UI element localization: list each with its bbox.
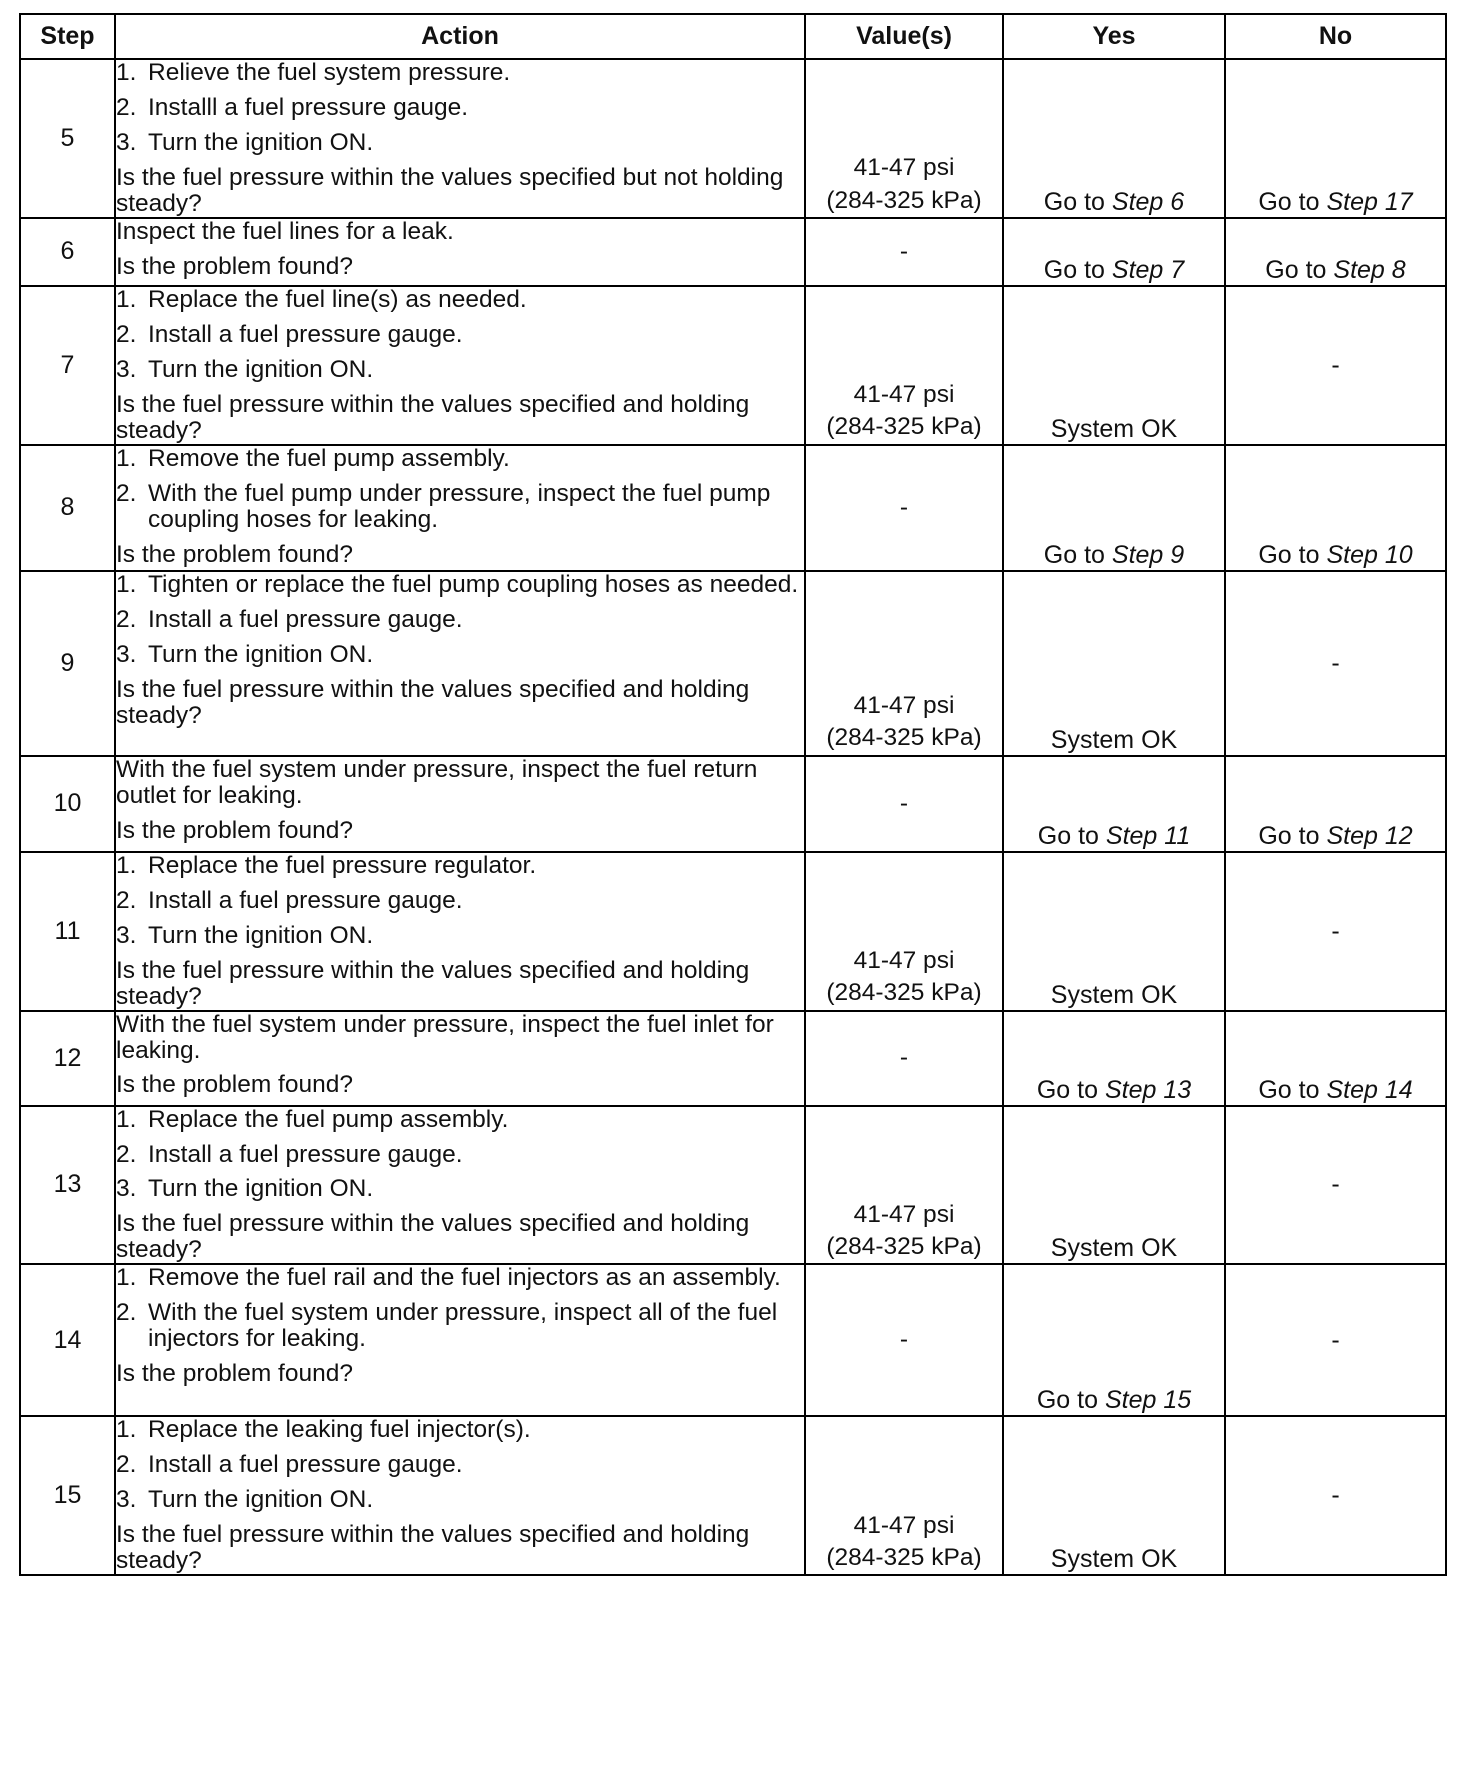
item-text: Turn the ignition ON. [148,355,374,383]
no-result-text: - [1331,1170,1340,1199]
table-row [20,59,1446,218]
item-number: 3. [116,1175,137,1203]
item-number: 2. [116,93,137,121]
no-result [1225,756,1446,852]
action-step-item [116,1107,804,1133]
action-step-item [116,642,804,668]
item-number: 2. [116,1299,137,1327]
yes-result [1003,1106,1225,1265]
yes-result [1003,1011,1225,1106]
no-result-text: - [1331,648,1340,677]
item-number: 2. [116,886,137,914]
table-row [20,445,1446,571]
table-row [20,571,1446,756]
goto-step-link[interactable]: Step 12 [1326,821,1413,850]
item-number: 2. [116,479,137,507]
action-step-item [116,95,804,121]
item-number: 1. [116,851,137,879]
header-row [20,14,1446,59]
value-psi: - [899,237,909,265]
action-step-item [116,1142,804,1168]
item-number: 3. [116,640,137,668]
item-number: 3. [116,355,137,383]
yes-result-text: Go to [1037,821,1099,850]
action-question: Is the fuel pressure within the values specified and holding steady? [116,390,750,444]
header-action: Action [115,14,805,59]
action-cell [115,218,805,286]
action-cell [115,1264,805,1416]
action-question: Is the fuel pressure within the values specified and holding steady? [116,1210,750,1264]
no-result-text: Go to [1265,255,1327,284]
yes-result-text: System OK [1050,1545,1178,1574]
no-result-text: - [1331,1481,1340,1510]
header-no: No [1225,14,1446,59]
action-step-item [116,1417,804,1443]
table-row [20,1264,1446,1416]
action-question: Is the fuel pressure within the values specified and holding steady? [116,1521,750,1575]
action-step-item [116,357,804,383]
no-result-text: Go to [1258,1075,1320,1104]
value-psi: 41-47 psi [853,946,955,974]
value-cell [805,1264,1003,1416]
value-psi: 41-47 psi [853,381,955,409]
no-result [1225,852,1446,1011]
table-row [20,218,1446,286]
action-step-item [116,923,804,949]
action-intro: With the fuel system under pressure, inspect the fuel return outlet for leaking. [116,755,758,809]
action-cell [115,1106,805,1265]
item-number: 3. [116,1486,137,1514]
action-cell [115,756,805,852]
item-text: Install a fuel pressure gauge. [148,1451,463,1479]
value-cell [805,756,1003,852]
item-text: With the fuel pump under pressure, inspect the fuel pump coupling hoses for leaking. [148,479,771,533]
item-text: Install a fuel pressure gauge. [148,886,463,914]
item-number: 3. [116,921,137,949]
item-text: Turn the ignition ON. [148,1175,374,1203]
value-kpa: (284-325 kPa) [826,724,982,752]
action-cell [115,286,805,445]
action-step-item [116,322,804,348]
action-cell [115,59,805,218]
no-result-text: Go to [1258,540,1320,569]
action-step-item [116,888,804,914]
header-values: Value(s) [805,14,1003,59]
header-yes: Yes [1003,14,1225,59]
no-result [1225,1011,1446,1106]
step-number: 6 [20,218,115,286]
table-row [20,286,1446,445]
item-text: Replace the fuel pump assembly. [148,1105,509,1133]
action-question: Is the problem found? [116,540,353,568]
goto-step-link[interactable]: Step 14 [1326,1075,1413,1104]
no-result [1225,1106,1446,1265]
step-number: 11 [20,852,115,1011]
no-result [1225,218,1446,286]
action-step-item [116,130,804,156]
action-cell [115,571,805,756]
item-number: 2. [116,320,137,348]
value-cell [805,1011,1003,1106]
goto-step-link[interactable]: Step 6 [1111,187,1185,216]
value-cell [805,445,1003,571]
action-question: Is the fuel pressure within the values specified and holding steady? [116,675,750,729]
action-question: Is the fuel pressure within the values specified and holding steady? [116,956,750,1010]
item-number: 1. [116,444,137,472]
step-number: 7 [20,286,115,445]
no-result-text: Go to [1258,187,1320,216]
step-number: 5 [20,59,115,218]
yes-result-text: Go to [1036,1075,1098,1104]
action-step-item [116,60,804,86]
table-row [20,1106,1446,1265]
yes-result-text: System OK [1050,725,1178,754]
yes-result [1003,286,1225,445]
action-step-item [116,481,804,533]
action-step-item [116,446,804,472]
action-step-item [116,853,804,879]
action-step-item [116,572,804,598]
step-number: 9 [20,571,115,756]
value-kpa: (284-325 kPa) [826,979,982,1007]
value-kpa: (284-325 kPa) [826,413,982,441]
yes-result-text: Go to [1043,540,1105,569]
step-number: 12 [20,1011,115,1106]
action-cell [115,852,805,1011]
item-text: Turn the ignition ON. [148,640,374,668]
no-result-text: Go to [1258,821,1320,850]
action-question: Is the problem found? [116,1360,353,1388]
yes-result [1003,445,1225,571]
action-step-item [116,607,804,633]
item-text: Turn the ignition ON. [148,921,374,949]
value-psi: 41-47 psi [853,1200,955,1228]
value-cell [805,1416,1003,1575]
yes-result-text: Go to [1036,1386,1098,1415]
item-text: Relieve the fuel system pressure. [148,59,511,86]
step-number: 8 [20,445,115,571]
item-number: 2. [116,1140,137,1168]
diagnostic-table [19,13,1447,1576]
value-psi: 41-47 psi [853,1511,955,1539]
step-number: 14 [20,1264,115,1416]
action-step-item [116,287,804,313]
no-result [1225,571,1446,756]
item-text: Turn the ignition ON. [148,128,374,156]
yes-result [1003,59,1225,218]
action-step-item [116,1265,804,1291]
item-text: Remove the fuel rail and the fuel injectors as an assembly. [148,1264,781,1292]
yes-result-text: System OK [1050,1234,1178,1263]
item-number: 3. [116,128,137,156]
item-number: 1. [116,570,137,598]
value-psi: 41-47 psi [853,692,955,720]
goto-step-link[interactable]: Step 15 [1104,1386,1192,1415]
item-number: 1. [116,285,137,313]
action-question: Is the problem found? [116,1071,353,1099]
action-question: Is the problem found? [116,252,353,280]
item-text: Remove the fuel pump assembly. [148,444,510,472]
action-question: Is the fuel pressure within the values specified but not holding steady? [116,163,784,217]
item-text: Replace the fuel line(s) as needed. [148,285,527,313]
yes-result-text: Go to [1043,255,1105,284]
goto-step-link[interactable]: Step 8 [1333,255,1406,284]
item-number: 2. [116,1451,137,1479]
value-cell [805,571,1003,756]
table-row [20,852,1446,1011]
value-cell [805,286,1003,445]
value-cell [805,59,1003,218]
yes-result [1003,571,1225,756]
yes-result [1003,756,1225,852]
item-text: Tighten or replace the fuel pump coupling hoses as needed. [148,570,799,598]
table-row [20,756,1446,852]
no-result-text: - [1331,916,1340,945]
goto-step-link[interactable]: Step 10 [1326,540,1413,569]
item-text: Install a fuel pressure gauge. [148,605,463,633]
item-text: With the fuel system under pressure, inspect all of the fuel injectors for leaking. [148,1299,778,1353]
action-cell [115,1416,805,1575]
value-psi: 41-47 psi [853,154,955,182]
item-number: 1. [116,1264,137,1292]
action-step-item [116,1300,804,1352]
action-intro: Inspect the fuel lines for a leak. [116,217,454,245]
value-cell [805,1106,1003,1265]
no-result [1225,286,1446,445]
no-result [1225,59,1446,218]
item-text: Install a fuel pressure gauge. [148,1140,463,1168]
action-cell [115,445,805,571]
table-row [20,1011,1446,1106]
action-step-item [116,1176,804,1202]
yes-result [1003,218,1225,286]
value-psi: - [899,789,909,817]
yes-result [1003,852,1225,1011]
no-result [1225,1264,1446,1416]
item-text: Replace the fuel pressure regulator. [148,851,537,879]
value-psi: - [899,493,909,521]
action-question: Is the problem found? [116,816,353,844]
goto-step-link[interactable]: Step 13 [1104,1075,1192,1104]
no-result [1225,445,1446,571]
value-psi: - [899,1043,909,1071]
item-text: Installl a fuel pressure gauge. [148,93,469,121]
yes-result-text: System OK [1050,980,1178,1009]
no-result [1225,1416,1446,1575]
step-number: 10 [20,756,115,852]
value-cell [805,218,1003,286]
step-number: 15 [20,1416,115,1575]
goto-step-link[interactable]: Step 17 [1326,187,1413,216]
action-intro: With the fuel system under pressure, inspect the fuel inlet for leaking. [116,1010,774,1064]
item-number: 1. [116,59,137,86]
item-text: Turn the ignition ON. [148,1486,374,1514]
item-text: Replace the leaking fuel injector(s). [148,1416,531,1444]
yes-result-text: Go to [1043,187,1105,216]
yes-result [1003,1264,1225,1416]
header-step: Step [20,14,115,59]
value-kpa: (284-325 kPa) [826,1543,982,1571]
value-kpa: (284-325 kPa) [826,1233,982,1261]
item-text: Install a fuel pressure gauge. [148,320,463,348]
goto-step-link[interactable]: Step 7 [1111,255,1185,284]
item-number: 1. [116,1105,137,1133]
value-kpa: (284-325 kPa) [826,186,982,214]
item-number: 2. [116,605,137,633]
step-number: 13 [20,1106,115,1265]
goto-step-link[interactable]: Step 9 [1111,540,1185,569]
yes-result-text: System OK [1050,414,1178,443]
action-step-item [116,1452,804,1478]
no-result-text: - [1331,350,1340,379]
goto-step-link[interactable]: Step 11 [1105,821,1191,850]
item-number: 1. [116,1416,137,1444]
yes-result [1003,1416,1225,1575]
value-cell [805,852,1003,1011]
no-result-text: - [1331,1325,1340,1354]
value-psi: - [899,1326,909,1354]
table-row [20,1416,1446,1575]
action-step-item [116,1487,804,1513]
action-cell [115,1011,805,1106]
